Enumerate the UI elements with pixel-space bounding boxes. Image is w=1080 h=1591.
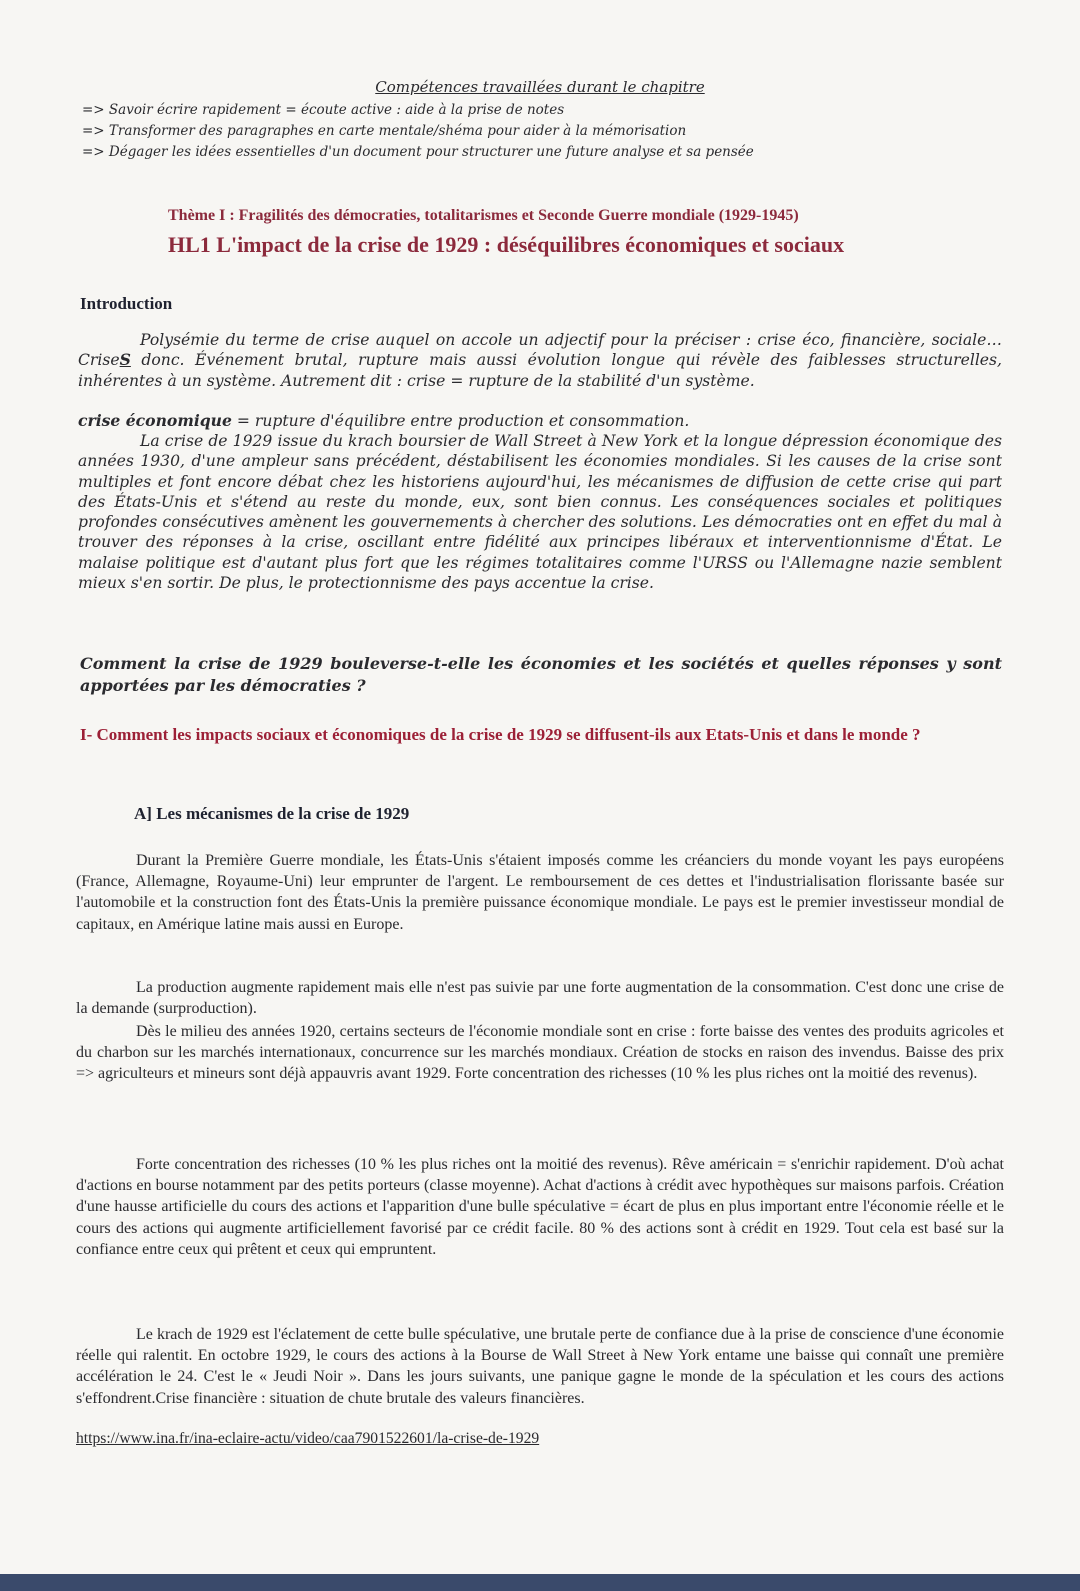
intro-plural-s: S xyxy=(119,350,131,370)
intro-text: La crise de 1929 issue du krach boursier de Wall Street à New York et la longue dépression économique des années 1930, d'une ampleur sans précédent, déstabilisent les économies mondiales. Si les causes de la crise sont multiples et font encore débat chez les historiens aujourd'hui, les mécanismes de diffusion de cette crise qui part des États-Unis et s'étend au reste du monde, eux, sont bien connus. Les conséquences sociales et politiques profondes consécutives amènent les gouvernements à chercher des solutions. Les démocraties ont en effet du mal à trouver des réponses à la crise, oscillant entre fidélité aux principes libéraux et interventionnisme d'État. Le malaise politique est d'autant plus fort que les régimes totalitaires comme l'URSS ou l'Allemagne nazie semblent mieux s'en sortir. De plus, le protectionnisme des pays accentue la crise. xyxy=(78,432,1002,593)
section-a-paragraph-3 xyxy=(76,1021,1004,1085)
body-text: Durant la Première Guerre mondiale, les États-Unis s'étaient imposés comme les créanciers du monde voyant les pays européens (France, Allemagne, Royaume-Uni) leur emprunter de l'argent. Le remboursement de ces dettes et l'industrialisation florissante basée sur l'automobile et la construction font des États-Unis la première puissance économique mondiale. Le pays est le premier investisseur mondial de capitaux, en Amérique latine mais aussi en Europe. xyxy=(76,852,1004,933)
intro-text: Polysémie du terme de crise auquel on accole un adjectif pour la préciser : crise éco, financière, sociale… Crise xyxy=(78,331,1002,370)
body-text: Dès le milieu des années 1920, certains secteurs de l'économie mondiale sont en crise : forte baisse des ventes des produits agricoles et du charbon sur les marchés internationaux, concurrence sur les marchés mondiaux. Création de stocks en raison des invendus. Baisse des prix => agriculteurs et mineurs sont déjà appauvris avant 1929. Forte concentration des richesses (10 % les plus riches ont la moitié des revenus). xyxy=(76,1023,1004,1083)
section-a-title: A] Les mécanismes de la crise de 1929 xyxy=(134,804,410,823)
chapter-title: HL1 L'impact de la crise de 1929 : déséquilibres économiques et sociaux xyxy=(168,232,845,257)
section-a-paragraph-1 xyxy=(76,850,1004,935)
body-text: La production augmente rapidement mais elle n'est pas suivie par une forte augmentation de la consommation. C'est donc une crise de la demande (surproduction). xyxy=(76,979,1004,1018)
competence-item: => Dégager les idées essentielles d'un document pour structurer une future analyse et sa pensée xyxy=(82,144,754,160)
problematic-question: Comment la crise de 1929 bouleverse-t-elle les économies et les sociétés et quelles réponses y sont apportées par les démocraties ? xyxy=(80,654,1002,695)
theme-heading: Thème I : Fragilités des démocraties, totalitarismes et Seconde Guerre mondiale (1929-1945) xyxy=(168,207,799,224)
competences-title: Compétences travaillées durant le chapitre xyxy=(375,78,705,96)
competence-item: => Savoir écrire rapidement = écoute active : aide à la prise de notes xyxy=(82,102,565,118)
ina-video-link[interactable]: https://www.ina.fr/ina-eclaire-actu/video/caa7901522601/la-crise-de-1929 xyxy=(76,1430,540,1447)
competence-item: => Transformer des paragraphes en carte mentale/shéma pour aider à la mémorisation xyxy=(82,123,687,139)
definition-term: crise économique xyxy=(78,411,232,430)
section-a-paragraph-2 xyxy=(76,977,1004,1019)
definition-text: = rupture d'équilibre entre production et consommation. xyxy=(231,412,690,430)
body-text: Forte concentration des richesses (10 % les plus riches ont la moitié des revenus). Rêve américain = s'enrichir rapidement. D'où achat d'actions en bourse notamment par des petits porteurs (classe moyenne). Achat d'actions à crédit avec hypothèques sur maisons parfois. Création d'une hausse artificielle du cours des actions et l'apparition d'une bulle spéculative = écart de plus en plus important entre l'économie réelle et le cours des actions qui augmente artificiellement favorisé par ce crédit facile. 80 % des actions sont à crédit en 1929. Tout cela est basé sur la confiance entre ceux qui prêtent et ceux qui empruntent. xyxy=(76,1156,1004,1258)
body-text: Le krach de 1929 est l'éclatement de cette bulle spéculative, une brutale perte de confiance due à la prise de conscience d'une économie réelle qui ralentit. En octobre 1929, le cours des actions à la Bourse de Wall Street à New York entame une baisse qui connaît une première accélération le 24. C'est le « Jeudi Noir ». Dans les jours suivants, une panique gagne le monde de la spéculation et les cours des actions s'effondrent.Crise financière : situation de chute brutale des valeurs financières. xyxy=(76,1326,1004,1407)
introduction-paragraph-1 xyxy=(78,330,1002,391)
introduction-heading: Introduction xyxy=(80,294,173,313)
section-a-paragraph-4 xyxy=(76,1154,1004,1260)
section-a-paragraph-5 xyxy=(76,1324,1004,1409)
part-1-title: I- Comment les impacts sociaux et économiques de la crise de 1929 se diffusent-ils aux Etats-Unis et dans le monde ? xyxy=(80,725,921,744)
intro-text: donc. Événement brutal, rupture mais aussi évolution longue qui révèle des faiblesses structurelles, inhérentes à un système. Autrement dit : crise = rupture de la stabilité d'un système. xyxy=(78,351,1002,390)
introduction-definition xyxy=(78,411,1002,431)
page-bottom-edge xyxy=(0,1574,1080,1591)
introduction-paragraph-2 xyxy=(78,431,1002,593)
